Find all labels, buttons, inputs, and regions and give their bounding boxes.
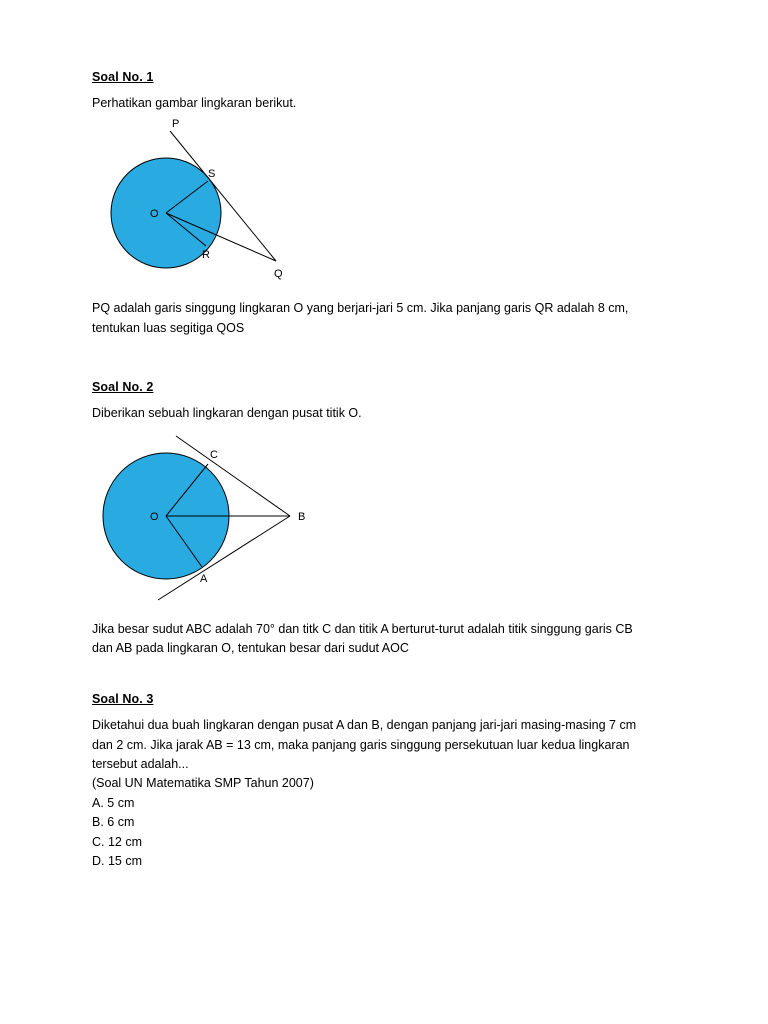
circle-two-tangents-figure xyxy=(98,424,368,609)
label-r: R xyxy=(202,249,210,262)
label-o: O xyxy=(150,510,159,523)
answer-option-a[interactable]: A. 5 cm xyxy=(92,795,135,810)
question-block-2 xyxy=(92,380,672,658)
label-s: S xyxy=(208,168,216,181)
answer-option-c[interactable]: C. 12 cm xyxy=(92,834,143,849)
question-3-body-line-3: tersebut adalah... xyxy=(92,757,189,771)
label-c: C xyxy=(210,448,218,461)
question-block-1 xyxy=(92,70,672,338)
question-3-body-line-1: Diketahui dua buah lingkaran dengan pusat A dan B, dengan panjang jari-jari masing-masing 7 cm xyxy=(92,718,637,733)
label-p: P xyxy=(172,118,180,131)
label-q: Q xyxy=(274,268,283,281)
question-block-3 xyxy=(92,692,672,871)
section-gap-2 xyxy=(92,658,672,692)
question-1-intro: Perhatikan gambar lingkaran berikut. xyxy=(92,96,297,110)
question-2-body-line-1: Jika besar sudut ABC adalah 70° dan titk C dan titik A berturut-turut adalah titik singgung garis CB xyxy=(92,621,633,636)
question-3-title: Soal No. 3 xyxy=(92,692,154,707)
question-2-body-line-2: dan AB pada lingkaran O, tentukan besar dari sudut AOC xyxy=(92,640,409,655)
label-o: O xyxy=(150,208,159,221)
question-1-body-line-2: tentukan luas segitiga QOS xyxy=(92,320,245,335)
figure-1-wrapper xyxy=(98,113,672,293)
section-gap-1 xyxy=(92,338,672,380)
label-b: B xyxy=(298,510,306,523)
question-1-body-line-1: PQ adalah garis singgung lingkaran O yang berjari-jari 5 cm. Jika panjang garis QR adalah 8 cm, xyxy=(92,301,629,316)
answer-option-b[interactable]: B. 6 cm xyxy=(92,815,135,830)
label-a: A xyxy=(200,572,208,585)
question-2-intro: Diberikan sebuah lingkaran dengan pusat titik O. xyxy=(92,406,362,421)
question-1-title: Soal No. 1 xyxy=(92,70,154,84)
question-3-body-line-2: dan 2 cm. Jika jarak AB = 13 cm, maka panjang garis singgung persekutuan luar kedua lingkaran xyxy=(92,737,630,752)
figure-2-wrapper xyxy=(98,424,672,614)
answer-options-list xyxy=(92,794,672,872)
question-3-source: (Soal UN Matematika SMP Tahun 2007) xyxy=(92,776,314,791)
document-content xyxy=(92,70,672,871)
question-2-title: Soal No. 2 xyxy=(92,380,154,395)
answer-option-d[interactable]: D. 15 cm xyxy=(92,853,143,868)
circle-tangent-pq-figure xyxy=(98,113,358,288)
